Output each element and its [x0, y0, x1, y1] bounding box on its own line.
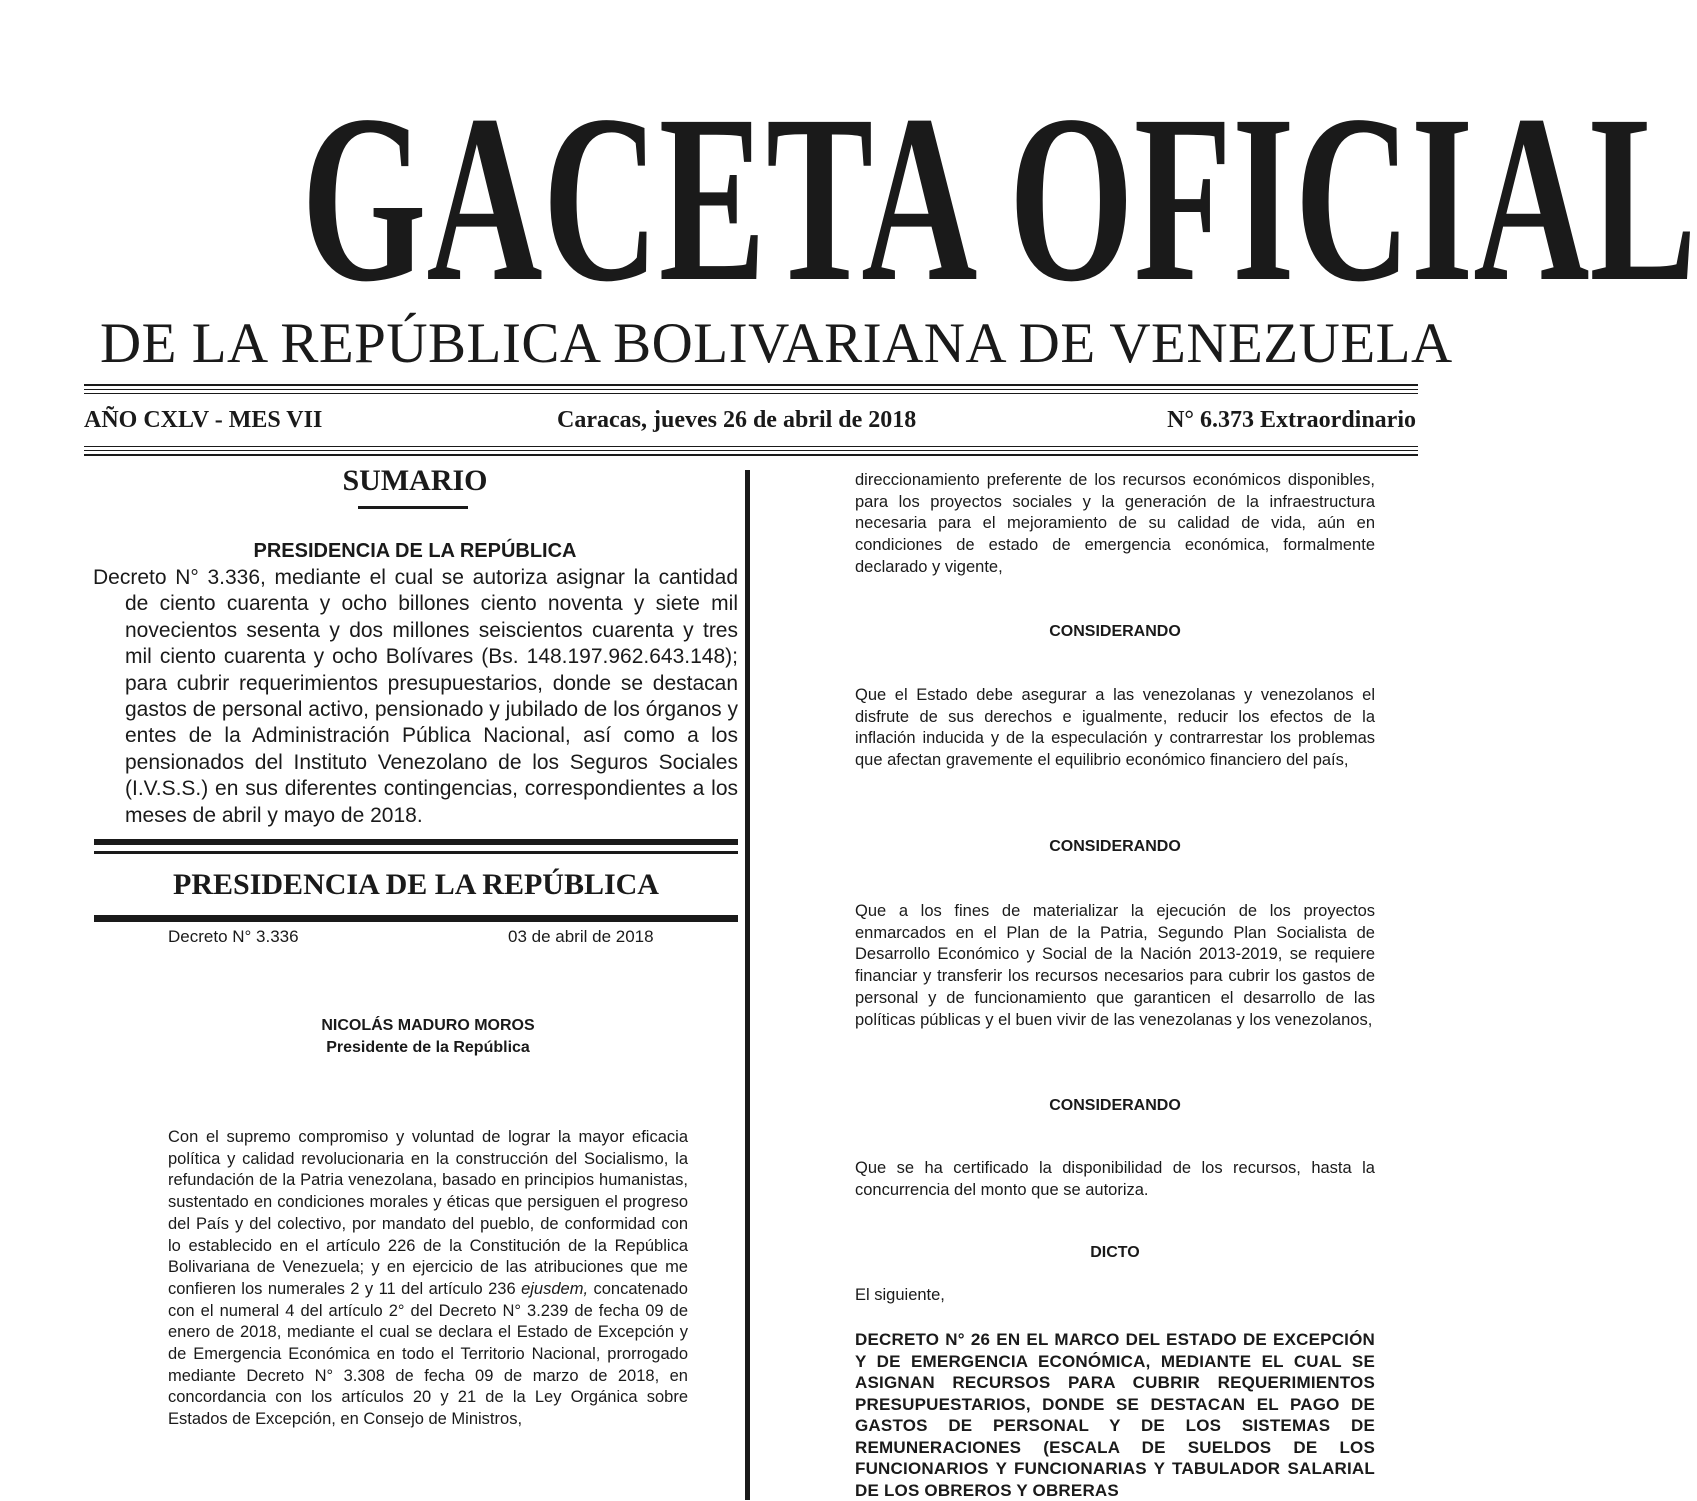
header-rule	[84, 393, 1418, 394]
preamble-part-2: concatenado con el numeral 4 del artículo 2° del Decreto N° 3.239 de fecha 09 de enero de 2018, mediante el cual se declara el Estado de Excepción y de Emergencia Económica en todo el Territorio Nacional, prorrogado mediante Decreto N° 3.308 de fecha 09 de marzo de 2018, en concordancia con los artículos 20 y 21 de la Ley Orgánica sobre Estados de Excepción, en Consejo de Ministros,	[168, 1279, 688, 1429]
issue-place-date: Caracas, jueves 26 de abril de 2018	[557, 407, 917, 433]
section-heading: PRESIDENCIA DE LA REPÚBLICA	[173, 868, 659, 901]
preamble-ejusdem: ejusdem,	[521, 1279, 589, 1298]
president-name: NICOLÁS MADURO MOROS	[321, 1017, 535, 1034]
header-rule	[84, 446, 1418, 447]
issue-number: N° 6.373 Extraordinario	[1167, 407, 1416, 433]
dicto-heading: DICTO	[1090, 1244, 1140, 1261]
header-rule	[84, 450, 1418, 451]
preamble-continuation: direccionamiento preferente de los recursos económicos disponibles, para los proyectos sociales y la generación de la infraestructura necesaria para el mejoramiento de su calidad de vida, aún en condiciones de estado de emergencia económica, formalmente declarado y vigente,	[855, 471, 1375, 576]
sumario-underline	[358, 506, 468, 509]
considerando-heading-2: CONSIDERANDO	[1049, 838, 1181, 855]
preamble-part-1: Con el supremo compromiso y voluntad de lograr la mayor eficacia política y calidad revolucionaria en la construcción del Socialismo, la refundación de la Patria venezolana, basado en principios humanistas, sustentado en condiciones morales y éticas que persiguen el progreso del País y del colectivo, por mandato del pueblo, de conformidad con lo establecido en el artículo 226 de la Constitución de la República Bolivariana de Venezuela; y en ejercicio de las atribuciones que me confieren los numerales 2 y 11 del artículo 236	[168, 1128, 688, 1298]
president-title: Presidente de la República	[326, 1039, 530, 1056]
considerando-heading-3: CONSIDERANDO	[1049, 1097, 1181, 1114]
considerando-text-3: Que se ha certificado la disponibilidad de los recursos, hasta la concurrencia del monto que se autoriza.	[855, 1159, 1375, 1199]
header-rule	[84, 384, 1418, 386]
decree-date: 03 de abril de 2018	[508, 927, 654, 946]
considerando-text-1: Que el Estado debe asegurar a las venezolanas y venezolanos el disfrute de sus derechos e igualmente, reducir los efectos de la inflación inducida y de la especulación y contrarrestar los problemas que afectan gravemente el equilibrio económico financiero del país,	[855, 686, 1375, 770]
considerando-text-2: Que a los fines de materializar la ejecución de los proyectos enmarcados en el Plan de la Patria, Segundo Plan Socialista de Desarrollo Económico y Social de la Nación 2013-2019, se requiere financiar y transferir los recursos necesarios para cubrir los gastos de personal y de funcionamiento que garanticen el desarrollo de las políticas públicas y el buen vivir de las venezolanas y los venezolanos,	[855, 902, 1375, 1029]
issue-year-month: AÑO CXLV - MES VII	[84, 407, 323, 433]
header-rule	[84, 389, 1418, 390]
section-rule	[94, 915, 738, 922]
masthead-subtitle: DE LA REPÚBLICA BOLIVARIANA DE VENEZUELA	[100, 312, 1453, 375]
el-siguiente: El siguiente,	[855, 1286, 945, 1304]
decree-title: DECRETO N° 26 EN EL MARCO DEL ESTADO DE EXCEPCIÓN Y DE EMERGENCIA ECONÓMICA, MEDIANTE EL CUAL SE ASIGNAN RECURSOS PARA CUBRIR REQUERIMIENTOS PRESUPUESTARIOS, DONDE SE DESTACAN EL PAGO DE GASTOS DE PERSONAL Y DE LOS SISTEMAS DE REMUNERACIONES (ESCALA DE SUELDOS DE LOS FUNCIONARIOS Y FUNCIONARIAS Y TABULADOR SALARIAL DE LOS OBREROS Y OBRERAS	[855, 1330, 1375, 1500]
president-signature-block	[168, 1015, 688, 1059]
sumario-title: SUMARIO	[342, 464, 488, 497]
decree-number: Decreto N° 3.336	[168, 927, 299, 946]
decree-preamble	[168, 1127, 688, 1431]
masthead-title: GACETA OFICIAL	[301, 65, 1697, 331]
column-divider	[745, 470, 750, 1500]
sumario-section-heading: PRESIDENCIA DE LA REPÚBLICA	[253, 540, 577, 562]
section-rule	[94, 851, 738, 854]
section-rule	[94, 839, 738, 845]
considerando-heading-1: CONSIDERANDO	[1049, 623, 1181, 640]
header-rule	[84, 454, 1418, 456]
sumario-entry: Decreto N° 3.336, mediante el cual se autoriza asignar la cantidad de ciento cuarenta y ocho billones ciento noventa y siete mil novecientos sesenta y dos millones seiscientos cuarenta y tres mil ciento cuarenta y ocho Bolívares (Bs. 148.197.962.643.148); para cubrir requerimientos presupuestarios, donde se destacan gastos de personal activo, pensionado y jubilado de los órganos y entes de la Administración Pública Nacional, así como a los pensionados del Instituto Venezolano de los Seguros Sociales (I.V.S.S.) en sus diferentes contingencias, correspondientes a los meses de abril y mayo de 2018.	[93, 566, 738, 827]
